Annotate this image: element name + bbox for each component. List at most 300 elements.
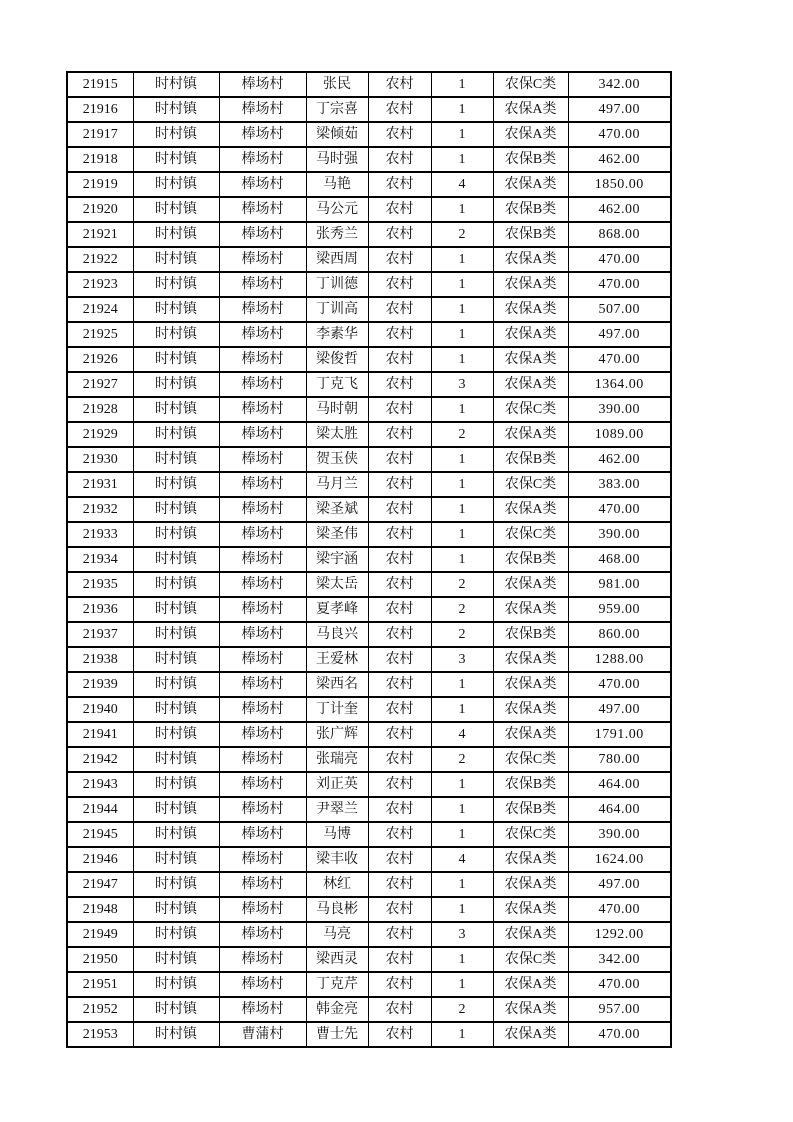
cell-town: 时村镇 [133, 747, 219, 772]
cell-person-count: 1 [431, 247, 493, 272]
cell-town: 时村镇 [133, 497, 219, 522]
cell-town: 时村镇 [133, 397, 219, 422]
cell-record-id: 21923 [67, 272, 133, 297]
cell-amount: 470.00 [568, 1022, 671, 1047]
cell-record-id: 21952 [67, 997, 133, 1022]
cell-insurance-category: 农保A类 [493, 297, 568, 322]
cell-village: 棒场村 [219, 472, 306, 497]
cell-town: 时村镇 [133, 422, 219, 447]
cell-record-id: 21937 [67, 622, 133, 647]
cell-area-type: 农村 [368, 222, 431, 247]
cell-area-type: 农村 [368, 822, 431, 847]
cell-town: 时村镇 [133, 922, 219, 947]
cell-person-count: 2 [431, 747, 493, 772]
cell-town: 时村镇 [133, 97, 219, 122]
cell-village: 棒场村 [219, 322, 306, 347]
cell-amount: 464.00 [568, 797, 671, 822]
table-row [67, 972, 671, 997]
cell-person-count: 3 [431, 372, 493, 397]
cell-person-count: 2 [431, 597, 493, 622]
table-row [67, 522, 671, 547]
cell-area-type: 农村 [368, 372, 431, 397]
cell-record-id: 21941 [67, 722, 133, 747]
cell-insurance-category: 农保B类 [493, 622, 568, 647]
cell-village: 棒场村 [219, 722, 306, 747]
cell-record-id: 21933 [67, 522, 133, 547]
cell-town: 时村镇 [133, 372, 219, 397]
cell-town: 时村镇 [133, 722, 219, 747]
cell-area-type: 农村 [368, 472, 431, 497]
cell-person-count: 1 [431, 122, 493, 147]
cell-village: 棒场村 [219, 272, 306, 297]
cell-area-type: 农村 [368, 147, 431, 172]
cell-town: 时村镇 [133, 972, 219, 997]
table-row [67, 697, 671, 722]
table-row [67, 72, 671, 97]
cell-amount: 470.00 [568, 122, 671, 147]
cell-village: 棒场村 [219, 922, 306, 947]
cell-person-count: 1 [431, 297, 493, 322]
cell-town: 时村镇 [133, 222, 219, 247]
table-row [67, 1022, 671, 1047]
cell-insurance-category: 农保A类 [493, 897, 568, 922]
cell-amount: 1089.00 [568, 422, 671, 447]
cell-insurance-category: 农保B类 [493, 147, 568, 172]
cell-town: 时村镇 [133, 1022, 219, 1047]
cell-insurance-category: 农保A类 [493, 672, 568, 697]
table-row [67, 922, 671, 947]
cell-person-name: 丁训德 [306, 272, 368, 297]
cell-village: 棒场村 [219, 572, 306, 597]
cell-area-type: 农村 [368, 972, 431, 997]
cell-amount: 342.00 [568, 72, 671, 97]
cell-amount: 470.00 [568, 272, 671, 297]
cell-record-id: 21915 [67, 72, 133, 97]
cell-person-name: 张瑞亮 [306, 747, 368, 772]
cell-person-name: 王爱林 [306, 647, 368, 672]
cell-record-id: 21939 [67, 672, 133, 697]
table-row [67, 572, 671, 597]
cell-record-id: 21949 [67, 922, 133, 947]
cell-person-count: 4 [431, 847, 493, 872]
cell-town: 时村镇 [133, 522, 219, 547]
cell-insurance-category: 农保A类 [493, 272, 568, 297]
table-row [67, 222, 671, 247]
cell-village: 棒场村 [219, 747, 306, 772]
cell-person-count: 1 [431, 822, 493, 847]
cell-village: 棒场村 [219, 522, 306, 547]
table-row [67, 622, 671, 647]
cell-record-id: 21947 [67, 872, 133, 897]
cell-record-id: 21948 [67, 897, 133, 922]
cell-insurance-category: 农保A类 [493, 247, 568, 272]
cell-person-count: 1 [431, 197, 493, 222]
cell-person-count: 1 [431, 797, 493, 822]
cell-amount: 462.00 [568, 447, 671, 472]
cell-town: 时村镇 [133, 897, 219, 922]
cell-insurance-category: 农保A类 [493, 972, 568, 997]
cell-record-id: 21943 [67, 772, 133, 797]
cell-area-type: 农村 [368, 497, 431, 522]
cell-town: 时村镇 [133, 322, 219, 347]
cell-insurance-category: 农保C类 [493, 822, 568, 847]
cell-insurance-category: 农保C类 [493, 472, 568, 497]
cell-amount: 470.00 [568, 897, 671, 922]
cell-town: 时村镇 [133, 547, 219, 572]
cell-person-count: 2 [431, 422, 493, 447]
table-row [67, 397, 671, 422]
cell-amount: 957.00 [568, 997, 671, 1022]
cell-record-id: 21944 [67, 797, 133, 822]
cell-village: 棒场村 [219, 347, 306, 372]
cell-record-id: 21928 [67, 397, 133, 422]
cell-amount: 497.00 [568, 872, 671, 897]
cell-person-name: 韩金亮 [306, 997, 368, 1022]
cell-person-count: 1 [431, 447, 493, 472]
cell-person-name: 丁克芹 [306, 972, 368, 997]
cell-village: 棒场村 [219, 772, 306, 797]
table-row [67, 547, 671, 572]
table-row [67, 722, 671, 747]
cell-person-name: 马艳 [306, 172, 368, 197]
cell-amount: 959.00 [568, 597, 671, 622]
cell-village: 棒场村 [219, 672, 306, 697]
cell-area-type: 农村 [368, 947, 431, 972]
cell-amount: 1791.00 [568, 722, 671, 747]
cell-person-count: 4 [431, 172, 493, 197]
cell-town: 时村镇 [133, 347, 219, 372]
table-row [67, 472, 671, 497]
cell-insurance-category: 农保A类 [493, 372, 568, 397]
table-row [67, 422, 671, 447]
cell-insurance-category: 农保A类 [493, 697, 568, 722]
cell-person-name: 梁西名 [306, 672, 368, 697]
cell-person-name: 马时朝 [306, 397, 368, 422]
cell-record-id: 21929 [67, 422, 133, 447]
cell-record-id: 21919 [67, 172, 133, 197]
cell-village: 棒场村 [219, 197, 306, 222]
cell-amount: 1364.00 [568, 372, 671, 397]
cell-area-type: 农村 [368, 572, 431, 597]
cell-insurance-category: 农保C类 [493, 397, 568, 422]
cell-person-count: 2 [431, 997, 493, 1022]
cell-record-id: 21946 [67, 847, 133, 872]
table-row [67, 747, 671, 772]
cell-insurance-category: 农保B类 [493, 797, 568, 822]
cell-person-name: 梁太胜 [306, 422, 368, 447]
cell-insurance-category: 农保A类 [493, 922, 568, 947]
cell-amount: 868.00 [568, 222, 671, 247]
cell-person-name: 梁俊哲 [306, 347, 368, 372]
cell-village: 棒场村 [219, 422, 306, 447]
cell-insurance-category: 农保A类 [493, 347, 568, 372]
cell-area-type: 农村 [368, 697, 431, 722]
cell-area-type: 农村 [368, 347, 431, 372]
table-row [67, 772, 671, 797]
cell-person-name: 贺玉侠 [306, 447, 368, 472]
cell-person-count: 1 [431, 322, 493, 347]
cell-amount: 470.00 [568, 497, 671, 522]
cell-area-type: 农村 [368, 1022, 431, 1047]
cell-town: 时村镇 [133, 772, 219, 797]
table-row [67, 197, 671, 222]
cell-person-name: 马良兴 [306, 622, 368, 647]
cell-area-type: 农村 [368, 747, 431, 772]
cell-town: 时村镇 [133, 997, 219, 1022]
cell-insurance-category: 农保B类 [493, 197, 568, 222]
cell-amount: 780.00 [568, 747, 671, 772]
cell-person-count: 4 [431, 722, 493, 747]
cell-village: 棒场村 [219, 397, 306, 422]
cell-area-type: 农村 [368, 597, 431, 622]
cell-person-count: 2 [431, 222, 493, 247]
cell-person-count: 1 [431, 672, 493, 697]
table-row [67, 822, 671, 847]
cell-area-type: 农村 [368, 172, 431, 197]
cell-village: 棒场村 [219, 172, 306, 197]
cell-area-type: 农村 [368, 672, 431, 697]
cell-town: 时村镇 [133, 72, 219, 97]
cell-village: 棒场村 [219, 97, 306, 122]
table-row [67, 297, 671, 322]
cell-record-id: 21936 [67, 597, 133, 622]
cell-amount: 497.00 [568, 322, 671, 347]
cell-amount: 342.00 [568, 947, 671, 972]
cell-town: 时村镇 [133, 172, 219, 197]
cell-amount: 497.00 [568, 697, 671, 722]
cell-town: 时村镇 [133, 872, 219, 897]
cell-insurance-category: 农保B类 [493, 222, 568, 247]
cell-record-id: 21917 [67, 122, 133, 147]
cell-village: 曹蒲村 [219, 1022, 306, 1047]
cell-insurance-category: 农保A类 [493, 647, 568, 672]
cell-village: 棒场村 [219, 72, 306, 97]
cell-record-id: 21922 [67, 247, 133, 272]
cell-village: 棒场村 [219, 697, 306, 722]
cell-record-id: 21925 [67, 322, 133, 347]
cell-person-count: 1 [431, 397, 493, 422]
cell-insurance-category: 农保B类 [493, 547, 568, 572]
cell-person-count: 1 [431, 547, 493, 572]
cell-person-name: 马公元 [306, 197, 368, 222]
cell-town: 时村镇 [133, 847, 219, 872]
cell-person-count: 1 [431, 97, 493, 122]
cell-village: 棒场村 [219, 947, 306, 972]
cell-area-type: 农村 [368, 397, 431, 422]
cell-person-name: 张秀兰 [306, 222, 368, 247]
cell-area-type: 农村 [368, 647, 431, 672]
cell-record-id: 21930 [67, 447, 133, 472]
cell-record-id: 21918 [67, 147, 133, 172]
cell-record-id: 21927 [67, 372, 133, 397]
cell-village: 棒场村 [219, 647, 306, 672]
cell-record-id: 21940 [67, 697, 133, 722]
cell-amount: 464.00 [568, 772, 671, 797]
table-row [67, 847, 671, 872]
cell-town: 时村镇 [133, 672, 219, 697]
cell-amount: 470.00 [568, 972, 671, 997]
cell-town: 时村镇 [133, 697, 219, 722]
cell-record-id: 21924 [67, 297, 133, 322]
cell-insurance-category: 农保A类 [493, 572, 568, 597]
cell-village: 棒场村 [219, 147, 306, 172]
cell-town: 时村镇 [133, 122, 219, 147]
cell-area-type: 农村 [368, 997, 431, 1022]
table-row [67, 797, 671, 822]
cell-amount: 462.00 [568, 147, 671, 172]
cell-person-count: 1 [431, 772, 493, 797]
cell-insurance-category: 农保A类 [493, 97, 568, 122]
cell-person-count: 2 [431, 622, 493, 647]
cell-insurance-category: 农保A类 [493, 122, 568, 147]
cell-village: 棒场村 [219, 222, 306, 247]
table-body [67, 72, 671, 1047]
cell-town: 时村镇 [133, 272, 219, 297]
table-row [67, 122, 671, 147]
cell-insurance-category: 农保A类 [493, 722, 568, 747]
table-row [67, 347, 671, 372]
cell-person-name: 夏孝峰 [306, 597, 368, 622]
cell-amount: 390.00 [568, 822, 671, 847]
benefit-records-table [66, 71, 672, 1048]
cell-record-id: 21953 [67, 1022, 133, 1047]
cell-person-count: 1 [431, 147, 493, 172]
cell-village: 棒场村 [219, 797, 306, 822]
cell-town: 时村镇 [133, 197, 219, 222]
cell-person-count: 2 [431, 572, 493, 597]
cell-village: 棒场村 [219, 547, 306, 572]
cell-town: 时村镇 [133, 822, 219, 847]
cell-insurance-category: 农保A类 [493, 172, 568, 197]
table-row [67, 272, 671, 297]
cell-town: 时村镇 [133, 247, 219, 272]
cell-town: 时村镇 [133, 622, 219, 647]
cell-person-count: 1 [431, 347, 493, 372]
cell-amount: 1288.00 [568, 647, 671, 672]
cell-person-count: 1 [431, 897, 493, 922]
cell-record-id: 21951 [67, 972, 133, 997]
cell-village: 棒场村 [219, 622, 306, 647]
cell-insurance-category: 农保B类 [493, 447, 568, 472]
cell-area-type: 农村 [368, 272, 431, 297]
cell-person-name: 李素华 [306, 322, 368, 347]
table-row [67, 247, 671, 272]
cell-amount: 1292.00 [568, 922, 671, 947]
cell-amount: 470.00 [568, 247, 671, 272]
table-row [67, 97, 671, 122]
cell-person-name: 马良彬 [306, 897, 368, 922]
cell-person-name: 梁西灵 [306, 947, 368, 972]
cell-insurance-category: 农保A类 [493, 322, 568, 347]
cell-record-id: 21935 [67, 572, 133, 597]
cell-amount: 860.00 [568, 622, 671, 647]
cell-person-name: 张广辉 [306, 722, 368, 747]
cell-record-id: 21934 [67, 547, 133, 572]
cell-person-name: 梁圣伟 [306, 522, 368, 547]
cell-village: 棒场村 [219, 997, 306, 1022]
cell-insurance-category: 农保A类 [493, 497, 568, 522]
cell-person-name: 丁计奎 [306, 697, 368, 722]
cell-area-type: 农村 [368, 97, 431, 122]
cell-area-type: 农村 [368, 722, 431, 747]
cell-person-name: 刘正英 [306, 772, 368, 797]
cell-amount: 383.00 [568, 472, 671, 497]
cell-village: 棒场村 [219, 822, 306, 847]
cell-village: 棒场村 [219, 372, 306, 397]
cell-amount: 470.00 [568, 672, 671, 697]
cell-person-name: 曹士先 [306, 1022, 368, 1047]
cell-person-count: 1 [431, 72, 493, 97]
cell-area-type: 农村 [368, 772, 431, 797]
cell-record-id: 21926 [67, 347, 133, 372]
cell-village: 棒场村 [219, 847, 306, 872]
cell-area-type: 农村 [368, 297, 431, 322]
cell-person-count: 1 [431, 697, 493, 722]
cell-person-count: 1 [431, 497, 493, 522]
cell-town: 时村镇 [133, 472, 219, 497]
cell-person-name: 梁太岳 [306, 572, 368, 597]
cell-person-name: 丁宗喜 [306, 97, 368, 122]
cell-amount: 497.00 [568, 97, 671, 122]
cell-town: 时村镇 [133, 797, 219, 822]
cell-person-name: 丁克飞 [306, 372, 368, 397]
cell-person-name: 林红 [306, 872, 368, 897]
cell-town: 时村镇 [133, 947, 219, 972]
cell-insurance-category: 农保C类 [493, 947, 568, 972]
cell-village: 棒场村 [219, 247, 306, 272]
cell-person-count: 1 [431, 522, 493, 547]
cell-village: 棒场村 [219, 972, 306, 997]
cell-area-type: 农村 [368, 622, 431, 647]
cell-person-count: 3 [431, 922, 493, 947]
cell-amount: 390.00 [568, 522, 671, 547]
cell-village: 棒场村 [219, 872, 306, 897]
cell-area-type: 农村 [368, 897, 431, 922]
cell-area-type: 农村 [368, 197, 431, 222]
cell-area-type: 农村 [368, 247, 431, 272]
cell-area-type: 农村 [368, 522, 431, 547]
cell-record-id: 21950 [67, 947, 133, 972]
table-row [67, 172, 671, 197]
cell-insurance-category: 农保A类 [493, 422, 568, 447]
cell-person-name: 尹翠兰 [306, 797, 368, 822]
cell-village: 棒场村 [219, 497, 306, 522]
cell-area-type: 农村 [368, 447, 431, 472]
cell-amount: 981.00 [568, 572, 671, 597]
cell-town: 时村镇 [133, 297, 219, 322]
cell-amount: 507.00 [568, 297, 671, 322]
cell-record-id: 21931 [67, 472, 133, 497]
cell-person-name: 丁训高 [306, 297, 368, 322]
cell-person-name: 梁圣斌 [306, 497, 368, 522]
table-row [67, 597, 671, 622]
cell-person-name: 马博 [306, 822, 368, 847]
cell-village: 棒场村 [219, 122, 306, 147]
table-row [67, 447, 671, 472]
cell-person-name: 马亮 [306, 922, 368, 947]
cell-village: 棒场村 [219, 297, 306, 322]
cell-person-count: 1 [431, 1022, 493, 1047]
cell-person-name: 梁倾茹 [306, 122, 368, 147]
cell-record-id: 21921 [67, 222, 133, 247]
cell-person-count: 1 [431, 947, 493, 972]
cell-person-count: 1 [431, 472, 493, 497]
table-row [67, 872, 671, 897]
cell-record-id: 21920 [67, 197, 133, 222]
cell-amount: 462.00 [568, 197, 671, 222]
table-row [67, 672, 671, 697]
cell-town: 时村镇 [133, 447, 219, 472]
